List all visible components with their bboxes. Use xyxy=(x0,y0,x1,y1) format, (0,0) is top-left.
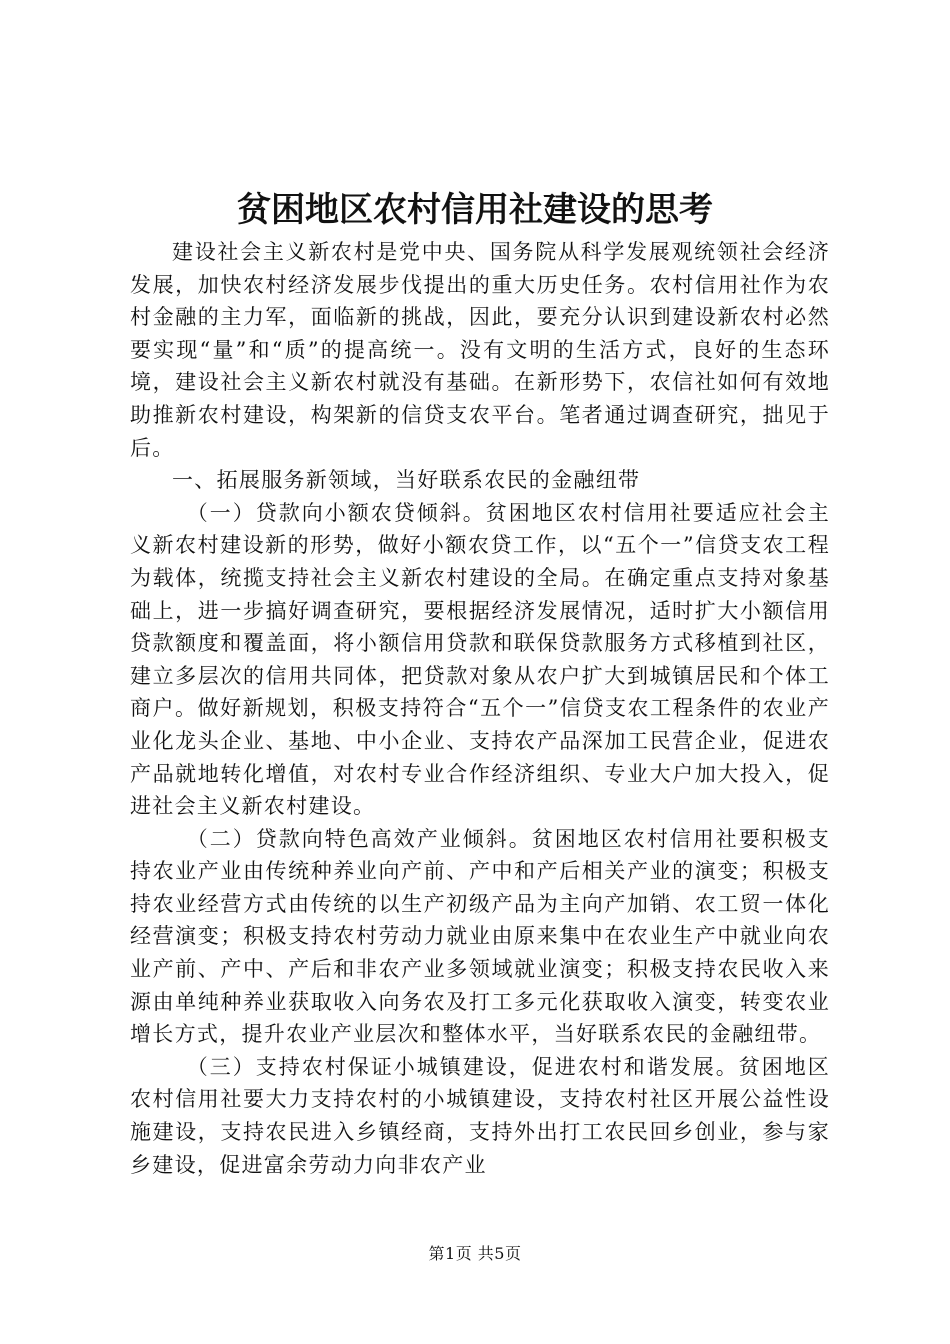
intro-paragraph: 建设社会主义新农村是党中央、国务院从科学发展观统领社会经济发展，加快农村经济发展步伐提出的重大历史任务。农村信用社作为农村金融的主力军，面临新的挑战，因此，要充分认识到建设新农村必然要实现“量”和“质”的提高统一。没有文明的生活方式，良好的生态环境，建设社会主义新农村就没有基础。在新形势下，农信社如何有效地助推新农村建设，构架新的信贷支农平台。笔者通过调查研究，拙见于后。 xyxy=(130,240,830,460)
subsection-paragraph-3: （三）支持农村保证小城镇建设，促进农村和谐发展。贫困地区农村信用社要大力支持农村的小城镇建设，支持农村社区开展公益性设施建设，支持农民进入乡镇经商，支持外出打工农民回乡创业，参与家乡建设，促进富余劳动力向非农产业 xyxy=(130,1054,830,1177)
subsection-paragraph-2: （二）贷款向特色高效产业倾斜。贫困地区农村信用社要积极支持农业产业由传统种养业向产前、产中和产后相关产业的演变；积极支持农业经营方式由传统的以生产初级产品为主向产加销、农工贸一体化经营演变；积极支持农村劳动力就业由原来集中在农业生产中就业向农业产前、产中、产后和非农产业多领域就业演变；积极支持农民收入来源由单纯种养业获取收入向务农及打工多元化获取收入演变，转变农业增长方式，提升农业产业层次和整体水平，当好联系农民的金融纽带。 xyxy=(130,826,830,1047)
subsection-paragraph-1: （一）贷款向小额农贷倾斜。贫困地区农村信用社要适应社会主义新农村建设新的形势，做好小额农贷工作，以“五个一”信贷支农工程为载体，统揽支持社会主义新农村建设的全局。在确定重点支持对象基础上，进一步搞好调查研究，要根据经济发展情况，适时扩大小额信用贷款额度和覆盖面，将小额信用贷款和联保贷款服务方式移植到社区，建立多层次的信用共同体，把贷款对象从农户扩大到城镇居民和个体工商户。做好新规划，积极支持符合“五个一”信贷支农工程条件的农业产业化龙头企业、基地、中小企业、支持农产品深加工民营企业，促进农产品就地转化增值，对农村专业合作经济组织、专业大户加大投入，促进社会主义新农村建设。 xyxy=(130,500,830,819)
document-body xyxy=(130,236,830,1181)
document-title: 贫困地区农村信用社建设的思考 xyxy=(237,190,713,230)
section-heading-1: 一、拓展服务新领域，当好联系农民的金融纽带 xyxy=(172,468,641,493)
page-footer: 第1页 共5页 xyxy=(428,1244,522,1263)
